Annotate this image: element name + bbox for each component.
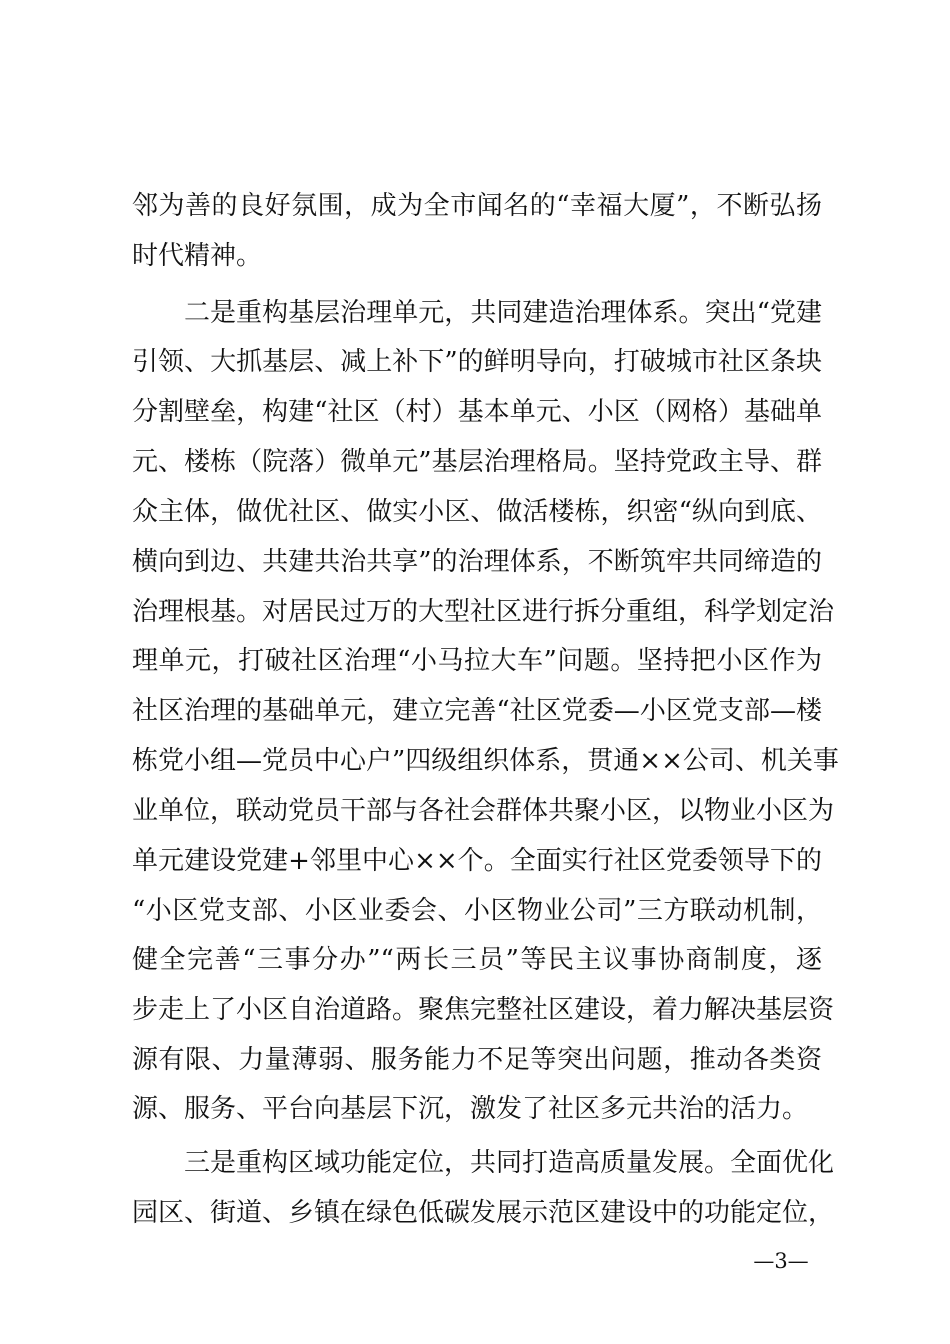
text-line: 引领、大抓基层、减上补下”的鲜明导向，打破城市社区条块 [132, 347, 822, 377]
text-line: 二是重构基层治理单元，共同建造治理体系。突出“党建 [184, 298, 822, 328]
text-line: 众主体，做优社区、做实小区、做活楼栋，织密“纵向到底、 [132, 497, 822, 527]
text-line: 源、服务、平台向基层下沉，激发了社区多元共治的活力。 [132, 1094, 809, 1124]
text-line: 邻为善的良好氛围，成为全市闻名的“幸福大厦”，不断弘扬 [132, 191, 822, 221]
text-line: 时代精神。 [132, 241, 263, 271]
text-line: 分割壁垒，构建“社区（村）基本单元、小区（网格）基础单 [132, 397, 822, 427]
text-line: 横向到边、共建共治共享”的治理体系，不断筑牢共同缔造的 [132, 547, 822, 577]
text-line: 栋党小组—党员中心户”四级组织体系，贯通××公司、机关事 [132, 746, 839, 776]
text-line: 园区、街道、乡镇在绿色低碳发展示范区建设中的功能定位， [132, 1198, 835, 1228]
text-line: 健全完善“三事分办”“两长三员”等民主议事协商制度，逐 [132, 945, 822, 975]
text-line: 治理根基。对居民过万的大型社区进行拆分重组，科学划定治 [132, 597, 835, 627]
text-line: 理单元，打破社区治理“小马拉大车”问题。坚持把小区作为 [132, 646, 822, 676]
text-line: 元、楼栋（院落）微单元”基层治理格局。坚持党政主导、群 [132, 447, 822, 477]
page-number: —3— [753, 1249, 809, 1273]
text-line: “小区党支部、小区业委会、小区物业公司”三方联动机制， [132, 896, 822, 926]
text-line: 单元建设党建+邻里中心××个。全面实行社区党委领导下的 [132, 846, 822, 876]
text-line: 源有限、力量薄弱、服务能力不足等突出问题，推动各类资 [132, 1045, 822, 1075]
text-line: 三是重构区域功能定位，共同打造高质量发展。全面优化 [184, 1148, 835, 1178]
text-line: 业单位，联动党员干部与各社会群体共聚小区，以物业小区为 [132, 796, 835, 826]
text-line: 步走上了小区自治道路。聚焦完整社区建设，着力解决基层资 [132, 995, 835, 1025]
text-line: 社区治理的基础单元，建立完善“社区党委—小区党支部—楼 [132, 696, 822, 726]
